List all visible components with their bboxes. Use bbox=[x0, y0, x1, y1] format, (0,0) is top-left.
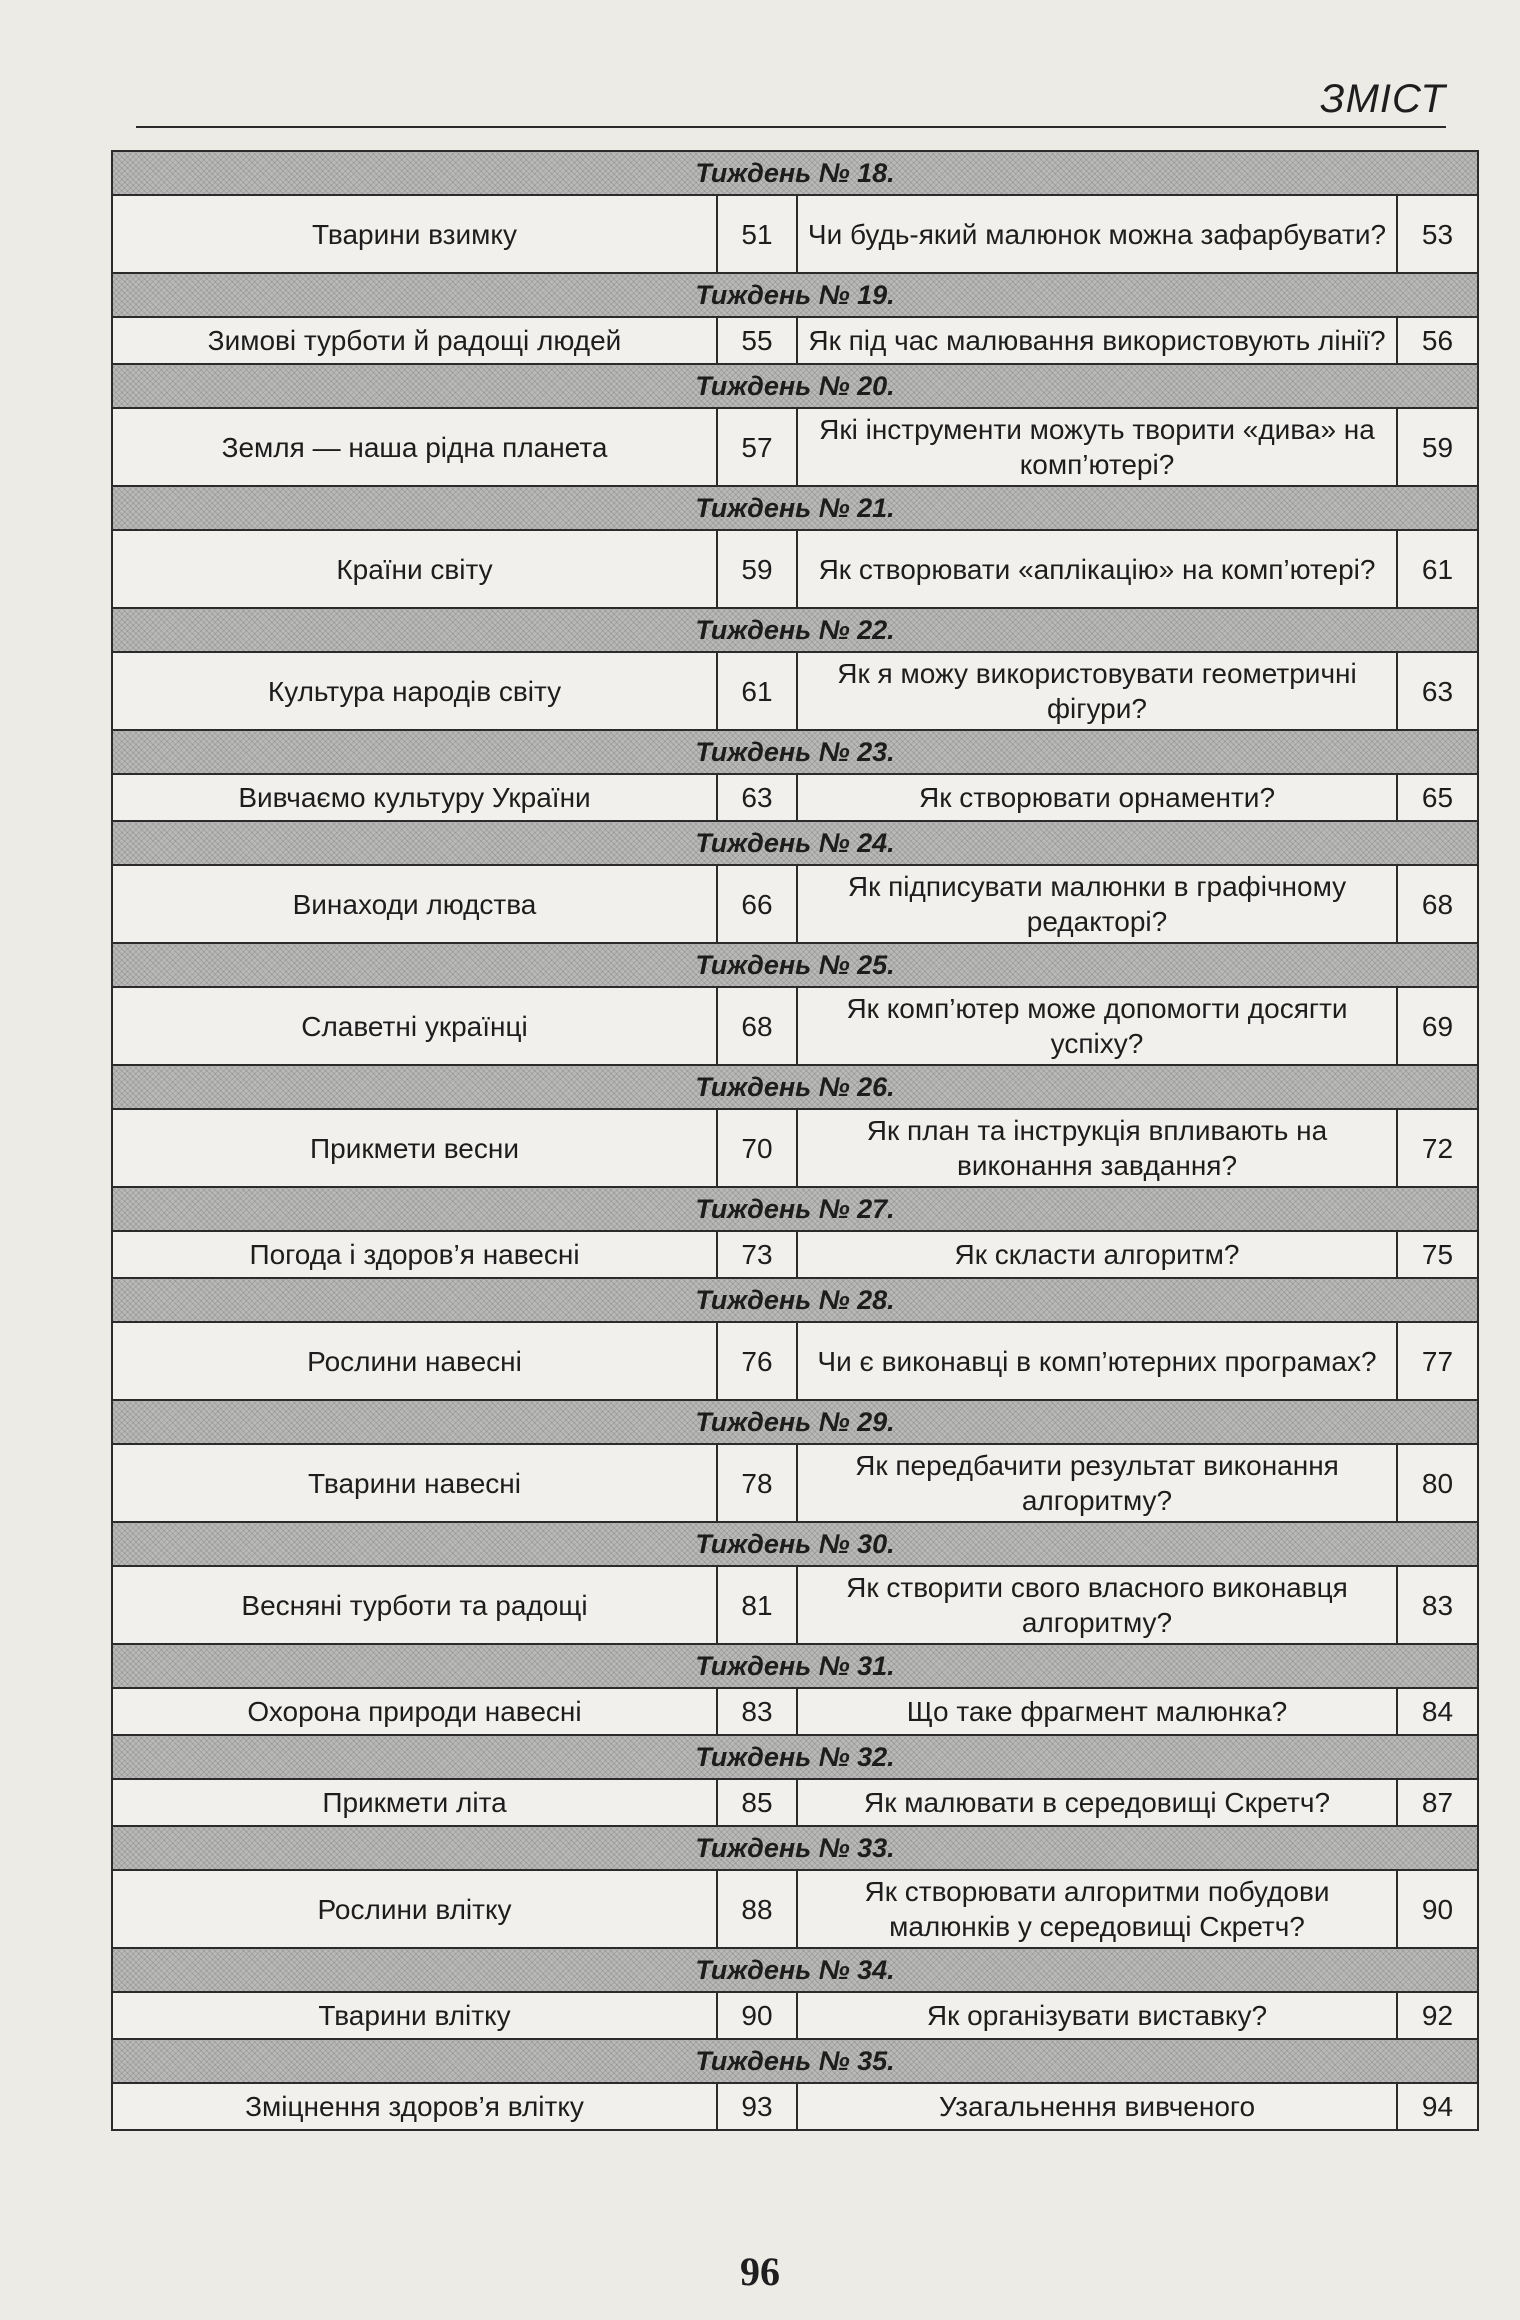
week-header-row bbox=[112, 1278, 1478, 1322]
week-header-row bbox=[112, 1522, 1478, 1566]
right-page-number: 69 bbox=[1397, 987, 1478, 1065]
week-header-row bbox=[112, 608, 1478, 652]
left-page-number: 85 bbox=[717, 1779, 797, 1826]
week-header-row bbox=[112, 1400, 1478, 1444]
left-topic: Погода і здоров’я навесні bbox=[112, 1231, 717, 1278]
lesson-row bbox=[112, 195, 1478, 273]
week-label: Тиждень № 33. bbox=[112, 1826, 1478, 1870]
week-header-row bbox=[112, 1644, 1478, 1688]
week-header-row bbox=[112, 2039, 1478, 2083]
right-topic: Чи є виконавці в комп’ютерних програмах? bbox=[797, 1322, 1397, 1400]
left-page-number: 70 bbox=[717, 1109, 797, 1187]
right-page-number: 75 bbox=[1397, 1231, 1478, 1278]
right-topic: Узагальнення вивченого bbox=[797, 2083, 1397, 2130]
right-page-number: 56 bbox=[1397, 317, 1478, 364]
page-title: ЗМІСТ bbox=[1320, 77, 1446, 121]
right-topic: Як під час малювання використовують лінії? bbox=[797, 317, 1397, 364]
left-topic: Країни світу bbox=[112, 530, 717, 608]
right-page-number: 61 bbox=[1397, 530, 1478, 608]
right-topic: Як скласти алгоритм? bbox=[797, 1231, 1397, 1278]
left-page-number: 78 bbox=[717, 1444, 797, 1522]
lesson-row bbox=[112, 2083, 1478, 2130]
week-header-row bbox=[112, 273, 1478, 317]
left-page-number: 55 bbox=[717, 317, 797, 364]
week-label: Тиждень № 32. bbox=[112, 1735, 1478, 1779]
week-label: Тиждень № 27. bbox=[112, 1187, 1478, 1231]
week-header-row bbox=[112, 1826, 1478, 1870]
week-label: Тиждень № 22. bbox=[112, 608, 1478, 652]
lesson-row bbox=[112, 1566, 1478, 1644]
week-label: Тиждень № 21. bbox=[112, 486, 1478, 530]
week-header-row bbox=[112, 151, 1478, 195]
lesson-row bbox=[112, 774, 1478, 821]
right-topic: Як малювати в середовищі Скретч? bbox=[797, 1779, 1397, 1826]
lesson-row bbox=[112, 408, 1478, 486]
left-page-number: 66 bbox=[717, 865, 797, 943]
left-topic: Охорона природи навесні bbox=[112, 1688, 717, 1735]
contents-table bbox=[111, 150, 1479, 2131]
left-page-number: 76 bbox=[717, 1322, 797, 1400]
week-label: Тиждень № 31. bbox=[112, 1644, 1478, 1688]
left-page-number: 63 bbox=[717, 774, 797, 821]
right-page-number: 59 bbox=[1397, 408, 1478, 486]
left-topic: Весняні турботи та радощі bbox=[112, 1566, 717, 1644]
lesson-row bbox=[112, 1109, 1478, 1187]
week-header-row bbox=[112, 486, 1478, 530]
lesson-row bbox=[112, 1779, 1478, 1826]
right-topic: Як організувати виставку? bbox=[797, 1992, 1397, 2039]
right-page-number: 80 bbox=[1397, 1444, 1478, 1522]
left-page-number: 90 bbox=[717, 1992, 797, 2039]
left-page-number: 83 bbox=[717, 1688, 797, 1735]
week-label: Тиждень № 35. bbox=[112, 2039, 1478, 2083]
right-topic: Як я можу використовувати геометричні фігури? bbox=[797, 652, 1397, 730]
week-label: Тиждень № 26. bbox=[112, 1065, 1478, 1109]
left-topic: Зимові турботи й радощі людей bbox=[112, 317, 717, 364]
right-topic: Як створити свого власного виконавця алгоритму? bbox=[797, 1566, 1397, 1644]
right-page-number: 72 bbox=[1397, 1109, 1478, 1187]
lesson-row bbox=[112, 1322, 1478, 1400]
right-page-number: 84 bbox=[1397, 1688, 1478, 1735]
week-header-row bbox=[112, 821, 1478, 865]
left-page-number: 51 bbox=[717, 195, 797, 273]
right-topic: Які інструменти можуть творити «дива» на комп’ютері? bbox=[797, 408, 1397, 486]
right-page-number: 68 bbox=[1397, 865, 1478, 943]
right-topic: Як комп’ютер може допомогти досягти успіху? bbox=[797, 987, 1397, 1065]
week-header-row bbox=[112, 730, 1478, 774]
page-header bbox=[136, 78, 1446, 128]
lesson-row bbox=[112, 317, 1478, 364]
left-page-number: 59 bbox=[717, 530, 797, 608]
lesson-row bbox=[112, 530, 1478, 608]
left-page-number: 81 bbox=[717, 1566, 797, 1644]
left-page-number: 88 bbox=[717, 1870, 797, 1948]
right-topic: Як створювати «аплікацію» на комп’ютері? bbox=[797, 530, 1397, 608]
right-page-number: 77 bbox=[1397, 1322, 1478, 1400]
lesson-row bbox=[112, 987, 1478, 1065]
week-header-row bbox=[112, 1735, 1478, 1779]
right-page-number: 90 bbox=[1397, 1870, 1478, 1948]
week-label: Тиждень № 23. bbox=[112, 730, 1478, 774]
left-topic: Тварини навесні bbox=[112, 1444, 717, 1522]
left-topic: Тварини взимку bbox=[112, 195, 717, 273]
left-topic: Прикмети весни bbox=[112, 1109, 717, 1187]
left-page-number: 57 bbox=[717, 408, 797, 486]
right-page-number: 87 bbox=[1397, 1779, 1478, 1826]
lesson-row bbox=[112, 1444, 1478, 1522]
left-page-number: 61 bbox=[717, 652, 797, 730]
week-header-row bbox=[112, 1187, 1478, 1231]
week-label: Тиждень № 19. bbox=[112, 273, 1478, 317]
right-page-number: 53 bbox=[1397, 195, 1478, 273]
left-topic: Прикмети літа bbox=[112, 1779, 717, 1826]
left-topic: Рослини влітку bbox=[112, 1870, 717, 1948]
right-topic: Як підписувати малюнки в графічному редакторі? bbox=[797, 865, 1397, 943]
contents-table-body bbox=[112, 151, 1478, 2130]
right-topic: Що таке фрагмент малюнка? bbox=[797, 1688, 1397, 1735]
lesson-row bbox=[112, 1688, 1478, 1735]
left-topic: Вивчаємо культуру України bbox=[112, 774, 717, 821]
left-topic: Славетні українці bbox=[112, 987, 717, 1065]
lesson-row bbox=[112, 1992, 1478, 2039]
week-label: Тиждень № 25. bbox=[112, 943, 1478, 987]
week-label: Тиждень № 30. bbox=[112, 1522, 1478, 1566]
left-topic: Земля — наша рідна планета bbox=[112, 408, 717, 486]
left-topic: Рослини навесні bbox=[112, 1322, 717, 1400]
lesson-row bbox=[112, 1870, 1478, 1948]
week-header-row bbox=[112, 1948, 1478, 1992]
week-label: Тиждень № 18. bbox=[112, 151, 1478, 195]
week-label: Тиждень № 29. bbox=[112, 1400, 1478, 1444]
week-label: Тиждень № 24. bbox=[112, 821, 1478, 865]
left-topic: Винаходи людства bbox=[112, 865, 717, 943]
right-topic: Як передбачити результат виконання алгоритму? bbox=[797, 1444, 1397, 1522]
right-page-number: 63 bbox=[1397, 652, 1478, 730]
right-page-number: 65 bbox=[1397, 774, 1478, 821]
week-header-row bbox=[112, 1065, 1478, 1109]
left-topic: Зміцнення здоров’я влітку bbox=[112, 2083, 717, 2130]
right-page-number: 83 bbox=[1397, 1566, 1478, 1644]
right-topic: Як план та інструкція впливають на виконання завдання? bbox=[797, 1109, 1397, 1187]
week-label: Тиждень № 28. bbox=[112, 1278, 1478, 1322]
lesson-row bbox=[112, 652, 1478, 730]
left-topic: Культура народів світу bbox=[112, 652, 717, 730]
lesson-row bbox=[112, 865, 1478, 943]
week-header-row bbox=[112, 943, 1478, 987]
page-number: 96 bbox=[740, 2249, 780, 2294]
right-page-number: 94 bbox=[1397, 2083, 1478, 2130]
left-page-number: 73 bbox=[717, 1231, 797, 1278]
left-topic: Тварини влітку bbox=[112, 1992, 717, 2039]
week-label: Тиждень № 34. bbox=[112, 1948, 1478, 1992]
lesson-row bbox=[112, 1231, 1478, 1278]
right-page-number: 92 bbox=[1397, 1992, 1478, 2039]
right-topic: Як створювати алгоритми побудови малюнків у середовищі Скретч? bbox=[797, 1870, 1397, 1948]
week-label: Тиждень № 20. bbox=[112, 364, 1478, 408]
right-topic: Чи будь-який малюнок можна зафарбувати? bbox=[797, 195, 1397, 273]
right-topic: Як створювати орнаменти? bbox=[797, 774, 1397, 821]
left-page-number: 68 bbox=[717, 987, 797, 1065]
week-header-row bbox=[112, 364, 1478, 408]
left-page-number: 93 bbox=[717, 2083, 797, 2130]
